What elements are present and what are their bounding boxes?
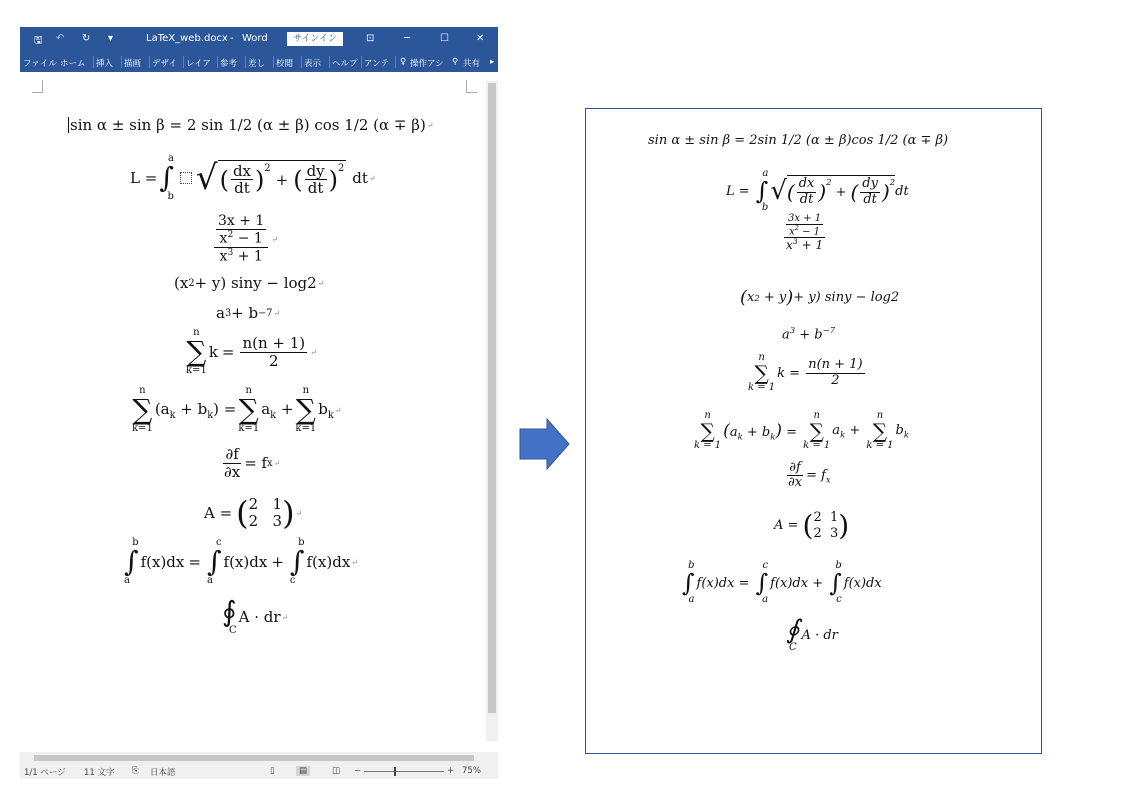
- equation-polynomial-log[interactable]: (x 2 + y) siny − log2 ↵: [174, 274, 325, 292]
- customize-icon[interactable]: ▾: [108, 33, 114, 44]
- equation-text: x: [219, 249, 228, 266]
- language-indicator[interactable]: 日本語: [150, 768, 176, 778]
- paragraph-mark: ↵: [295, 508, 303, 518]
- equation-partial-derivative: $\frac{\partial f}{\partial x}$ = $f_x$: [788, 460, 831, 491]
- equation-sum-to-product[interactable]: [68, 116, 434, 134]
- equation-text: ∂x: [224, 462, 241, 481]
- tab-separator: [301, 56, 302, 68]
- person-icon[interactable]: ⚲: [452, 57, 459, 67]
- summation-operator: n ∑ k=1: [186, 327, 207, 376]
- paragraph-mark: ↵: [310, 347, 317, 357]
- zoom-slider-thumb[interactable]: [394, 767, 396, 776]
- equation-text: A · dr: [801, 627, 838, 643]
- equation-text: −7: [258, 307, 273, 319]
- radical-sign: √: [195, 158, 218, 198]
- equation-nested-fraction[interactable]: $\frac{\frac{3x + 1}{x^2 - 1}}{x^3 + 1}$ ↵: [212, 214, 278, 265]
- title-separator: -: [230, 33, 234, 44]
- equation-nested-fraction: $\frac{\frac{3x + 1}{x^2 - 1}}{x^3 + 1}$: [782, 213, 827, 253]
- redo-icon[interactable]: ↻: [82, 33, 91, 44]
- zoom-slider[interactable]: [364, 771, 444, 772]
- tab-view[interactable]: 表示: [304, 59, 322, 69]
- tab-separator: [361, 56, 362, 68]
- contour-integral-operator: ∮ C: [222, 595, 237, 636]
- scroll-thumb[interactable]: [34, 755, 474, 761]
- tab-home[interactable]: ホーム: [60, 59, 86, 69]
- ribbon-display-icon[interactable]: ⊡: [366, 33, 375, 44]
- equation-contour-integral[interactable]: [220, 595, 289, 636]
- equation-text: + y) siny − log2: [793, 290, 900, 305]
- equation-text: (x: [174, 274, 189, 292]
- word-window: [20, 27, 498, 779]
- save-icon[interactable]: 🖫: [34, 35, 43, 46]
- ribbon-tabs: [20, 52, 498, 72]
- print-layout-icon[interactable]: ▤: [296, 766, 310, 776]
- equation-sum-linearity: n ∑ k = 1 $(a_k + b_k)$ = n ∑ k = 1 $a_k$ + n ∑ k = 1 $b_k$: [694, 410, 909, 451]
- tab-separator: [121, 56, 122, 68]
- page-corner-mark: [466, 80, 477, 93]
- summation-operator: n ∑ k=1: [132, 385, 153, 434]
- equation-text: n(n + 1): [242, 334, 306, 352]
- minimize-icon[interactable]: ─: [404, 33, 411, 44]
- equation-text: = f: [244, 454, 268, 472]
- tab-references[interactable]: 参考: [220, 59, 238, 69]
- equation-polynomial-log: ( x 2 + y ) + y) siny − log2: [740, 287, 900, 308]
- paragraph-mark: ↵: [368, 173, 376, 183]
- equation-text: f(x)dx: [223, 553, 268, 571]
- document-filename: LaTeX_web.docx: [146, 33, 228, 44]
- empty-placeholder-box: [180, 172, 192, 184]
- paragraph-mark: ↵: [273, 458, 281, 468]
- paragraph-mark: ↵: [281, 612, 289, 622]
- web-layout-icon[interactable]: ◫: [332, 766, 341, 776]
- vertical-scrollbar[interactable]: [486, 81, 498, 741]
- share-button[interactable]: 共有: [463, 59, 481, 69]
- equation-sum-linearity[interactable]: n ∑ k=1 $(a_k + b_k)$ = n ∑ k=1 $a_k$ + n ∑ k=1 $b_k$ ↵: [132, 385, 342, 434]
- word-count[interactable]: 11 文字: [84, 768, 115, 778]
- signin-button[interactable]: サインイン: [287, 32, 343, 46]
- equation-contour-integral: ∮ C A · dr: [786, 615, 838, 653]
- equation-sum-formula[interactable]: n ∑ k=1 k = $\frac{n(n + 1)}{2}$ ↵: [186, 327, 317, 376]
- equation-text: 2: [269, 351, 279, 370]
- tab-separator: [273, 56, 274, 68]
- tab-separator: [183, 56, 184, 68]
- paragraph-mark: ↵: [334, 405, 342, 415]
- equation-text: A =: [204, 504, 233, 522]
- equation-sum-to-product: [648, 133, 948, 148]
- tab-separator: [217, 56, 218, 68]
- equation-integral-additivity[interactable]: b ∫ a f(x)dx = c ∫ a f(x)dx + b ∫ c f(x)dx ↵: [124, 537, 358, 586]
- equation-powers: $a^3 + b^{-7}$: [782, 325, 836, 343]
- equation-text: A · dr: [238, 608, 281, 626]
- equation-arc-length[interactable]: L = a ∫ b √ ( $\frac{dx}{dt}$ ) 2 + ( $\frac{dy}{dt}$ ) 2 dt ↵: [130, 153, 376, 202]
- zoom-out-button[interactable]: −: [354, 766, 362, 776]
- summation-operator: n ∑ k=1: [238, 385, 260, 434]
- undo-icon[interactable]: ↶: [56, 33, 65, 44]
- equation-text: + 1: [233, 249, 263, 266]
- proofing-icon[interactable]: ⎘: [132, 766, 139, 776]
- text-cursor: [68, 117, 69, 133]
- tab-review[interactable]: 校閲: [276, 59, 294, 69]
- integral-operator: b ∫ c: [289, 537, 305, 586]
- ribbon-scroll-right-icon[interactable]: ▸: [490, 57, 495, 67]
- tab-design[interactable]: デザイ: [152, 59, 177, 69]
- tab-mailings[interactable]: 差し: [248, 59, 266, 69]
- tab-separator: [93, 56, 94, 68]
- equation-text: ∂f: [225, 445, 239, 463]
- equation-text: − 1: [233, 231, 263, 248]
- integral-operator: b ∫ a: [124, 537, 139, 586]
- equation-text: k: [208, 343, 218, 361]
- maximize-icon[interactable]: ☐: [440, 33, 449, 44]
- equation-text: L =: [130, 169, 158, 187]
- equation-text: f(x)dx: [306, 553, 351, 571]
- title-bar: [20, 27, 498, 52]
- equation-matrix[interactable]: A = ( 2 1 2 3 ) ↵: [204, 494, 303, 532]
- page-count[interactable]: 1/1 ページ: [24, 768, 66, 778]
- matrix-row: 2 1: [248, 494, 283, 513]
- tab-file[interactable]: ファイル: [23, 59, 57, 69]
- equation-text: a: [216, 304, 225, 322]
- lightbulb-icon[interactable]: ♀: [400, 57, 407, 67]
- paragraph-mark: ↵: [317, 278, 325, 288]
- tab-layout[interactable]: レイア: [186, 59, 211, 69]
- horizontal-scrollbar[interactable]: [20, 752, 498, 764]
- matrix-row: 2 3: [248, 512, 283, 530]
- tab-separator: [245, 56, 246, 68]
- equation-partial-derivative[interactable]: $\frac{\partial f}{\partial x}$ = f x ↵: [224, 445, 281, 481]
- equation-text: sin α ± sin β = 2 sin 1/2 (α ± β) cos 1/2 (α ∓ β): [70, 116, 426, 134]
- read-mode-icon[interactable]: ▯: [270, 766, 275, 776]
- paragraph-mark: ↵: [351, 557, 358, 567]
- equation-text: + b: [231, 304, 259, 322]
- paragraph-mark: ↵: [273, 308, 281, 318]
- equation-matrix: A = ( 2 1 2 3 ): [774, 509, 850, 542]
- equation-powers[interactable]: a 3 + b −7 ↵: [216, 304, 281, 322]
- equation-integral-additivity: b ∫ a f(x)dx = c ∫ a f(x)dx + b ∫ c f(x)dx: [682, 560, 882, 605]
- app-name: Word: [242, 33, 268, 44]
- page-corner-mark: [32, 80, 43, 93]
- close-icon[interactable]: ✕: [476, 33, 485, 44]
- document-page[interactable]: [20, 72, 498, 752]
- zoom-level[interactable]: 75%: [462, 766, 481, 776]
- equation-text: f(x)dx: [140, 553, 185, 571]
- tab-help[interactable]: ヘルプ: [332, 59, 358, 69]
- equation-text: x: [219, 231, 228, 248]
- tab-separator: [329, 56, 330, 68]
- tab-insert[interactable]: 挿入: [96, 59, 114, 69]
- tab-draw[interactable]: 描画: [124, 59, 142, 69]
- paragraph-mark: ↵: [271, 235, 279, 245]
- equation-text: sin α ± sin β = 2sin 1/2 (α ± β)cos 1/2 (α ∓ β): [648, 133, 949, 148]
- tell-me-box[interactable]: 操作アシ: [410, 59, 444, 69]
- tab-separator: [395, 56, 396, 68]
- integral-operator: a ∫ b: [159, 153, 174, 202]
- equation-sum-formula: n ∑ k = 1 k = $\frac{n(n + 1)}{2}$: [748, 352, 863, 393]
- tab-acrobat[interactable]: アンテ: [364, 59, 390, 69]
- integral-operator: c ∫ a: [206, 537, 222, 586]
- summation-operator: n ∑ k=1: [295, 385, 317, 434]
- converted-output-page: [585, 108, 1042, 754]
- tab-separator: [149, 56, 150, 68]
- equation-text: 3x + 1: [218, 213, 265, 229]
- equation-text: + y) siny − log2: [194, 274, 317, 292]
- status-bar: [20, 764, 498, 779]
- conversion-arrow-icon: [519, 418, 571, 470]
- zoom-in-button[interactable]: +: [447, 766, 455, 776]
- paragraph-mark: ↵: [426, 120, 434, 130]
- equation-arc-length: L = a ∫ b √ ( $\frac{dx}{dt}$ ) 2 + ( $\frac{dy}{dt}$ ) 2 dt: [726, 168, 909, 213]
- scroll-thumb[interactable]: [488, 83, 496, 713]
